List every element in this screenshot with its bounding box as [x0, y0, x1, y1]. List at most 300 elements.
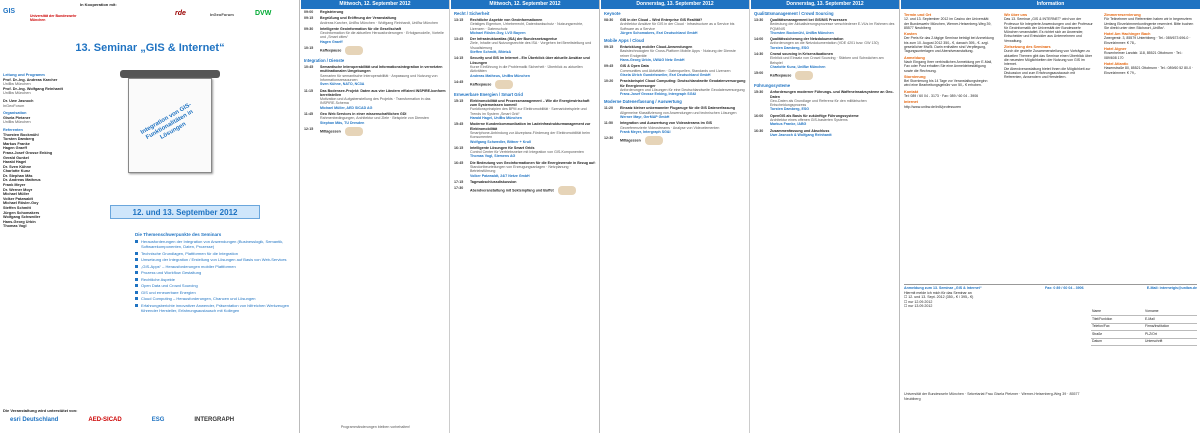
program-content — [620, 45, 746, 62]
program-speaker: Uwe Jasnoch & Wolfgang Reinhardt — [770, 132, 832, 137]
info-text: Zwergerstr. 3, 85579 Unterbiberg · Tel.: 089/673 696-0 · Einzelzimmer: € 78,- — [1104, 36, 1191, 45]
program-title: Integration und Auswertung von Videostreams im GIS — [620, 121, 713, 126]
program-speaker: Gisela Ulrich Gundelsweiler, Esri Deutschland GmbH — [620, 72, 711, 77]
program-time: 17:30 — [454, 186, 464, 191]
program-content — [470, 56, 596, 77]
form-field[interactable]: PLZ/Ort — [1144, 331, 1197, 339]
program-item — [301, 26, 449, 45]
program-title: Tagesabschlussdiskussion — [470, 179, 517, 184]
program-content — [620, 121, 746, 134]
program-description: Geistiges Eigentum, Urheberrecht, Datenbankschutz · Nutzungsrechte, Lizenzen · Datenschutz — [470, 22, 584, 31]
section-title: Qualitätsmanagement / Crowd Sourcing — [754, 11, 834, 16]
projection-screen — [120, 70, 220, 180]
program-day1-afternoon — [451, 0, 600, 433]
program-description: Anforderungen an die Netzdokumentation (VDE 4201 bzw. GW 130) — [770, 41, 879, 46]
program-speaker: Charlotte Kunz, UniBw München — [770, 64, 826, 69]
referent-name: Wolfgang Schwedler — [3, 215, 41, 220]
program-title: Begrüßung und Eröffnung der Veranstaltung — [320, 16, 397, 21]
program-title: Abendveranstaltung mit Sektempfang und Buffet — [470, 186, 596, 195]
esri-logo: esri Deutschland — [10, 417, 59, 423]
info-text: 12. und 13. September 2012 im Casino der Universität der Bundeswehr München, Werner-Heisenberg-Weg 39, 85577 Neubiberg — [904, 17, 992, 30]
section-title: Keynote — [604, 11, 621, 16]
program-item — [751, 89, 899, 112]
checkbox-icon[interactable]: ☐ — [904, 299, 909, 304]
program-title: Der Infrastrukturatlas (ISA) der Bundesnetzagentur — [470, 37, 558, 42]
program-speaker: Michael Rösler-Goy, LVG Bayern — [470, 30, 526, 35]
info-heading: Zimmerreservierung — [1104, 13, 1141, 17]
form-field[interactable]: Unterschrift — [1144, 338, 1197, 346]
theme-item: Technische Grundlagen, Plattformen für die Integration — [135, 251, 295, 256]
referent-name: Dr. Stephan Mäs — [3, 173, 33, 178]
program-speaker: Thorsten Bockmühl, UniBw München — [770, 30, 834, 35]
form-row — [1091, 308, 1197, 316]
info-text: Das 13. Seminar „GIS & INTERNET“ wird von der Professur für Integrierte Anwendungen und der Professur für Geoinformatik der Universität der Bundeswehr München veranstaltet. Es richtet sich an Anwender, Entscheider und Entwickler aus Unternehmen und Verwaltung. — [1004, 17, 1093, 43]
program-description: Motivation und Aufgabenstellung des Projekts · Transformation in das INSPIRE-Schema — [320, 97, 431, 106]
program-description: Funktionsprinzipien des BPM zur Elektromobilität · Szenariobeispiele und Trends im System „Smart Grid“ — [470, 107, 587, 116]
program-description: Communities und Aktivitäten · Datenquellen, Standards und Lizenzen — [620, 68, 731, 73]
program-item — [451, 79, 599, 90]
program-item — [301, 126, 449, 137]
program-time: 08:30 — [604, 18, 614, 22]
person-affiliation: UniBw München — [3, 91, 31, 96]
program-title: Mittagessen — [620, 136, 746, 145]
info-heading: Anmeldung — [904, 55, 925, 60]
referent-name: Michael Müller — [3, 192, 30, 197]
form-row — [1091, 331, 1197, 339]
program-title: Kaffeepause — [470, 80, 596, 89]
program-item — [751, 70, 899, 81]
theme-item: Prozess und Workflow Gestaltung — [135, 270, 295, 275]
info-heading: Hotel Aigner — [1104, 47, 1127, 52]
program-content — [620, 18, 746, 35]
program-description: Kurze Einführung in die Problematik Sicherheit · Überblick zu aktuellen Aktivitäten — [470, 64, 583, 74]
program-speaker: Sven Kühne, NATO, NC3A — [320, 82, 365, 87]
program-content — [620, 136, 746, 145]
referent-name: Thorsten Bockmühl — [3, 132, 39, 137]
partner-logos — [0, 0, 299, 26]
program-item — [451, 36, 599, 55]
program-item — [751, 36, 899, 51]
program-content — [770, 37, 896, 50]
program-list — [601, 11, 749, 146]
program-item — [601, 105, 749, 120]
food-icon — [345, 46, 363, 55]
form-footer: Universität der Bundeswehr München · Sekretariat Frau Gisela Pietzner · Werner-Heisenberg-Weg 39 · 85577 Neubiberg — [904, 392, 1080, 401]
info-text: Bei Stornierung bis 14 Tage vor Veranstaltungsbeginn wird eine Bearbeitungsgebühr von 50,- € erhoben. — [904, 79, 988, 88]
program-time: 16:30 — [754, 128, 764, 133]
program-time: 09:15 — [304, 16, 314, 21]
section-title: Erneuerbare Energien / Smart Grid — [454, 91, 523, 97]
themes-section — [135, 232, 295, 314]
form-fax: Fax: 0 89 / 60 04 - 3906 — [1045, 286, 1084, 290]
sponsor-label: Die Veranstaltung wird unterstützt von: — [3, 408, 78, 413]
theme-item: Herausforderungen der Integration von Anwendungen (Businesslogik, Semantik, Softwarekomponenten, Daten, Prozesse) — [135, 239, 295, 249]
program-title: Rechtliche Aspekte von Geoinformationen — [470, 18, 543, 22]
program-content — [470, 18, 596, 35]
program-title: Crowd sourcing in Krisensituationen — [770, 52, 833, 57]
program-speaker: Torsten Damberg, ESG — [770, 107, 810, 112]
info-heading: Kosten — [904, 32, 917, 37]
referent-name: Franz-Josef Grosse Enking — [3, 150, 53, 155]
screen-text: Integration von GIS-Funktionalitäten in Lösungen — [139, 102, 195, 142]
program-content — [620, 64, 746, 77]
program-time: 10:20 — [604, 79, 614, 84]
section-title: Mobile Apps / Cloud — [604, 38, 645, 44]
organisation-label: Organisation — [3, 111, 27, 116]
person-name: Prof. Dr.-Ing. Andreas Karcher — [3, 77, 58, 82]
program-description: Architektur Ansätze für GIS in der Cloud · Infrastructure as a Service bis Software as a Service — [620, 22, 735, 31]
form-field[interactable]: Titel/Funktion — [1091, 316, 1144, 324]
program-description: Rahmenbedingungen, Architektur und Ziele · Beispiele von Diensten — [320, 116, 429, 121]
info-text: Für Teilnehmer und Referenten haben wir in begrenztem Umfang Einzelzimmerkontingente reserviert. Bitte buchen Sie direkt unter dem Stichwort „UniBw“. — [1104, 17, 1194, 30]
referent-name: Markus Franke — [3, 141, 30, 146]
form-field[interactable]: Datum — [1091, 338, 1144, 346]
referent-name: Steffen Schmitt — [3, 206, 31, 211]
info-column-1 — [901, 9, 997, 111]
referenten-list — [3, 133, 63, 229]
section-title: Recht / Sicherheit — [454, 11, 490, 16]
referent-name: Dr. Andreas Matheus — [3, 178, 41, 183]
program-item — [451, 145, 599, 160]
referent-name: Gerald Gunkel — [3, 155, 29, 160]
referenten-label: Referenten — [3, 127, 23, 132]
program-time: 14:30 — [754, 52, 764, 57]
gis-logo: GIS — [3, 8, 16, 15]
program-item — [751, 17, 899, 36]
program-content — [620, 106, 746, 119]
program-description: Andreas Karcher, UniBw München · Wolfgang Reinhardt, UniBw München — [320, 20, 438, 25]
program-content — [320, 27, 446, 44]
program-day2-morning — [601, 0, 750, 433]
program-content — [470, 37, 596, 54]
program-item — [301, 111, 449, 126]
program-time: 12:15 — [304, 126, 314, 131]
info-column-2 — [1001, 9, 1097, 81]
program-description: Szenarien für semantische Interoperabilität · Anpassung und Nutzung von Informationsressourcen — [320, 73, 438, 82]
program-list — [451, 11, 599, 196]
program-time: 11:45 — [304, 112, 313, 117]
program-title: Anforderungen moderner Führungs- und Waffeneinsatzsysteme an Geo-Daten — [770, 90, 894, 99]
program-speaker: Michael Müller, AED SICAD AG — [320, 105, 373, 110]
program-list — [751, 11, 899, 138]
referent-name: Volker Patzwaldt — [3, 196, 33, 201]
theme-item: Open Data und Crowd Sourcing — [135, 283, 295, 288]
food-icon — [795, 71, 813, 80]
program-day1-morning — [301, 0, 450, 433]
theme-item: „GIS-Apps“ – Herausforderungen mobiler Plattformen — [135, 264, 295, 269]
program-speaker: Markus Franke, IABG — [770, 122, 807, 127]
program-description: Anforderungen und Lösungen für eine Deutschlandweite Geodatenversorgung — [620, 87, 745, 92]
program-title: Qualitätssicherung der Netzdokumentation — [770, 37, 844, 42]
program-title: GIS in der Cloud – Wird Enterprise GIS Realität? — [620, 18, 703, 22]
program-title: Entwicklung mobiler Cloud-Anwendungen — [620, 45, 693, 50]
program-item — [301, 45, 449, 56]
day-header: Mittwoch, 12. September 2012 — [301, 0, 449, 9]
program-content — [470, 80, 596, 89]
form-row — [1091, 323, 1197, 331]
program-description: Georeferenzierte Videostreams · Analyse von Videoelementen — [620, 125, 720, 130]
form-field[interactable]: E-Mail — [1144, 316, 1197, 324]
info-heading: Hotel Atlantic — [1104, 61, 1129, 66]
info-heading: Hotel Am Hachinger Bach — [1104, 32, 1151, 37]
program-content — [770, 129, 896, 138]
form-email[interactable]: E-Mail: internetgis@unibw.de — [1146, 286, 1197, 290]
program-title: Kaffeepause — [770, 71, 896, 80]
program-speaker: Stephan Mäs, TU Dresden — [320, 120, 365, 125]
program-content — [320, 112, 446, 125]
program-content — [470, 99, 596, 120]
program-content — [470, 122, 596, 143]
program-time: 13:45 — [454, 37, 464, 42]
program-content — [470, 180, 596, 184]
person-affiliation: UniBw München — [3, 120, 31, 125]
unibw-logo: Universität der Bundeswehr München — [30, 14, 77, 22]
theme-item: Umsetzung der Integration / Erstellung von Lösungen auf Basis von Web-Services — [135, 257, 295, 262]
info-heading: Kontakt — [904, 89, 919, 94]
program-speaker: Torsten Damberg, ESG — [770, 45, 810, 50]
program-title: Einsatz kleiner unbemannter Flugzeuge für die GIS Datenerfassung — [620, 106, 736, 111]
theme-item: Erfahrungsberichte innovativer Anwender, Präsentation von hilfreichen Werkzeugen führender Hersteller, Erfahrungsaustausch mit Kollegen — [135, 303, 295, 313]
referent-name: Hagen Graeff — [3, 146, 27, 151]
program-content — [320, 127, 446, 136]
program-item — [601, 44, 749, 63]
referent-name: Jürgen Schomakers — [3, 210, 40, 215]
info-heading: Termin und Ort — [904, 13, 932, 17]
program-title: Intelligente Lösungen für Smart Grids — [470, 145, 535, 150]
section-title: Integration / Dienste — [304, 58, 345, 64]
form-title: Anmeldung zum 13. Seminar „GIS & Internet“ — [904, 286, 982, 290]
program-content — [470, 146, 596, 159]
program-content — [470, 186, 596, 195]
info-header: Information — [901, 0, 1200, 9]
seminar-dates: 12. und 13. September 2012 — [110, 205, 260, 219]
program-title: Praxisbeispiel Cloud Computing: Deutschlandweite Geodatenversorgung für Energieversorger — [620, 79, 746, 88]
program-description: Bedeutung der Aktualisierungsprozesse verschiedener E-VUs im Rahmen des PQM/NIS — [770, 22, 895, 31]
info-text: Die Abendveranstaltung bietet Ihnen die Möglichkeit zur Diskussion und zum Erfahrungsaustausch mit Referenten, Anwendern und Herstellern. — [1004, 66, 1091, 80]
info-text: Rosenheimer Landstr. 118, 85521 Ottobrunn · Tel.: 089/608 170 — [1104, 51, 1183, 60]
program-speaker: Wolfgang Schwedler, Bittner + Krull — [470, 139, 531, 144]
program-title: Geo Web Services in einer wissenschaftlichen GDI — [320, 112, 407, 117]
program-item — [601, 78, 749, 97]
referent-name: Dr. Sven Kühne — [3, 164, 32, 169]
food-icon — [645, 136, 663, 145]
info-text: Tel: 089 / 60 04 - 3173 · Fax: 089 / 60 04 - 3906 — [904, 94, 979, 99]
program-speaker: Harald Hagel, UniBw München — [470, 116, 522, 121]
program-time: 15:45 — [454, 122, 464, 127]
sponsor-logos — [10, 417, 234, 423]
program-description: Architektur eines offenen GIS-basierten Systems — [770, 118, 848, 123]
form-fields-table — [1091, 308, 1197, 346]
program-speaker: Thomas Vogl, Siemens AG — [470, 154, 516, 159]
program-title: Registrierung — [320, 10, 344, 14]
program-item — [301, 88, 449, 111]
program-description: Ziele, Inhalte und Nutzungsrechte des ISA · Vorgehen bei Bereitstellung und Visualisierung — [470, 41, 592, 50]
program-item — [601, 63, 749, 78]
program-title: OpenGIS als Basis für zukünftige Führungssysteme — [770, 113, 859, 118]
program-title: Die Bedeutung von Geoinformationen für die Energiewende in Bezug auf: — [470, 160, 596, 165]
referent-name: Charlotte Kunz — [3, 169, 30, 174]
program-item — [751, 113, 899, 128]
referent-name: Harald Hagel — [3, 160, 27, 165]
program-item — [601, 120, 749, 135]
info-heading: Zielsetzung des Seminars — [1004, 45, 1051, 50]
rde-logo: rde — [175, 10, 186, 17]
program-item — [451, 160, 599, 179]
intergraph-logo: INTERGRAPH — [194, 417, 235, 423]
form-option-label: nur 13.09.2012 — [908, 304, 933, 309]
program-content — [470, 161, 596, 178]
program-title: GIS & Open Data — [620, 64, 649, 69]
program-title: Security und GIS im Internet - Ein Überblick über aktuelle Ansätze und Lösungen — [470, 56, 590, 65]
theme-item: GIS und erneuerbare Energien — [135, 290, 295, 295]
info-column-3 — [1101, 9, 1197, 77]
referent-name: Dr. Werner Moyr — [3, 187, 33, 192]
program-item — [751, 128, 899, 139]
program-item — [751, 51, 899, 70]
day-header: Mittwoch, 12. September 2012 — [451, 0, 599, 9]
program-time: 09:00 — [304, 10, 314, 14]
program-time: 14:45 — [454, 79, 464, 84]
program-content — [620, 79, 746, 96]
person-name: Prof. Dr.-Ing. Wolfgang Reinhardt — [3, 86, 63, 91]
section-title: Moderne Datenerfassung / Auswertung — [604, 99, 682, 105]
referent-name: Frank Meyer — [3, 183, 26, 188]
ingeoforum-logo: InGeoForum — [210, 12, 234, 17]
form-row — [1091, 338, 1197, 346]
form-field[interactable]: Firma/Institution — [1144, 323, 1197, 331]
program-time: 09:45 — [604, 64, 614, 69]
info-text: Der Preis für das 2-tägige Seminar beträgt bei Anmeldung bis zum 10. August 2012 350,- €, danach 395,- €. zzgl. gesetzlicher MwSt. Darin enthalten sind Verpflegung, Tagungsunterlagen und Abendveranstaltung. — [904, 36, 994, 54]
program-content — [320, 65, 446, 86]
program-speaker: Frank Meyer, Intergraph SG&I — [620, 129, 671, 134]
program-time: 09:30 — [304, 26, 314, 31]
program-item — [451, 55, 599, 78]
program-item — [451, 17, 599, 36]
program-time: 11:20 — [604, 106, 613, 111]
program-speaker: Volker Patzwaldt, 24/7 Netze GmbH — [470, 173, 530, 178]
program-title: Das Bodensee-Projekt: Daten aus vier Ländern effizient INSPIRE-konform bereitstellen — [320, 88, 446, 97]
seminar-title: 13. Seminar „GIS & Internet“ — [75, 42, 225, 54]
themes-list — [135, 239, 295, 313]
program-time: 09:15 — [604, 45, 614, 50]
day-header: Donnerstag, 13. September 2012 — [601, 0, 749, 9]
checkbox-icon[interactable]: ☐ — [904, 295, 909, 300]
program-speaker: Werner Mayr, GerMAP GmbH — [620, 115, 670, 120]
program-title: Qualitätsmanagement bei GIS/NIS Prozessen — [770, 18, 847, 22]
referent-name: Michael Rösler-Goy — [3, 201, 39, 206]
form-field[interactable]: Telefon/Fax — [1091, 323, 1144, 331]
program-item — [301, 15, 449, 26]
form-field[interactable]: Straße — [1091, 331, 1144, 339]
program-description: Basistechnologien für Cross-Platform Mobile Apps · Nutzung der Dienste reiner Endgeräte — [620, 49, 736, 58]
screen-bar — [120, 70, 220, 78]
program-content — [770, 52, 896, 69]
food-icon — [345, 127, 363, 136]
person-affiliation: UniBw München — [3, 82, 31, 87]
program-time: 17:15 — [454, 179, 464, 184]
program-time: 11:50 — [604, 121, 613, 126]
referent-name: Thomas Vogl — [3, 224, 27, 229]
program-time: 15:30 — [754, 90, 764, 95]
info-heading: Wir über uns — [1004, 13, 1028, 17]
program-title: Moderne Kundenkommunikation im Ladeinfrastrukturmanagement zur Elektromobilität — [470, 122, 591, 131]
themes-title: Die Themenschwerpunkte des Seminars — [135, 232, 222, 237]
aed-sicad-logo: AED-SICAD — [88, 417, 122, 423]
program-content — [320, 46, 446, 55]
form-row — [1091, 316, 1197, 324]
program-title: Mittagessen — [320, 127, 446, 136]
program-item — [301, 64, 449, 87]
program-speaker: Steffen Schmitt, BNetzA — [470, 50, 512, 55]
info-heading: Stornierung — [904, 74, 926, 79]
program-speaker: Andreas Matheus, UniBw München — [470, 73, 530, 78]
program-time: 12:30 — [604, 136, 614, 141]
program-time: 10:15 — [304, 46, 314, 51]
program-day2-afternoon — [751, 0, 900, 433]
info-text: Durch die gezielte Zusammenstellung von Vorträgen zu aktuellen Themen gibt das Seminar einen Überblick über die neuesten Möglichkeiten der Nutzung von GIS im Internet. — [1004, 49, 1093, 67]
leitung-label: Leitung und Programm — [3, 73, 45, 77]
form-option-label: nur 12.09.2012 — [908, 299, 933, 304]
form-option-label: 12. und 13. Sept. 2012 (350,- € / 395,- €) — [908, 295, 974, 300]
form-field[interactable]: Vorname — [1144, 308, 1197, 316]
cover-panel — [0, 0, 300, 433]
program-content — [770, 90, 896, 111]
program-item — [451, 121, 599, 144]
program-note: Programmänderungen bleiben vorbehalten! — [340, 425, 411, 429]
program-time: 10:45 — [304, 65, 314, 70]
program-list — [301, 9, 449, 137]
person-affiliation: InGeoForum — [3, 103, 25, 108]
theme-item: Rechtliche Aspekte — [135, 277, 295, 282]
program-item — [601, 135, 749, 146]
day-header: Donnerstag, 13. September 2012 — [751, 0, 899, 9]
program-description: Allgemeine Klassifizierung von Anwendungen und technischen Lösungen — [620, 110, 737, 115]
program-item — [451, 98, 599, 121]
program-time: 15:00 — [754, 71, 764, 76]
food-icon — [495, 80, 513, 89]
info-text: http://www.unibw.de/inf4/professuren — [904, 104, 962, 109]
program-time: 16:15 — [454, 145, 464, 150]
program-description: Geo-Daten als Grundlage und Referenz für den militärischen Entscheidungsprozess — [770, 98, 867, 108]
form-field[interactable]: Name — [1091, 308, 1144, 316]
info-text: Nach Eingang Ihrer verbindlichen Anmeldung per E-Mail, Fax oder Post erhalten Sie eine Anmeldebestätigung sowie die Rechnung. — [904, 59, 993, 73]
form-header — [904, 284, 1197, 291]
dvw-logo: DVW — [255, 10, 272, 17]
esg-logo: ESG — [151, 417, 165, 423]
food-icon — [558, 186, 576, 195]
referent-name: Torsten Damberg — [3, 137, 35, 142]
program-content — [320, 16, 446, 25]
program-time: 11:15 — [304, 88, 313, 93]
program-description: Standortbeurteilungen von Erzeugungsanlagen · Netzplanung · Betriebsführung — [470, 165, 571, 174]
program-title: Kaffeepause — [320, 46, 446, 55]
program-title: Intelligente Geoinformation für die Gesellschaft — [320, 26, 402, 31]
info-text: Hasenstraße 80, 85521 Ottobrunn · Tel.: 089/60 52 80-0 · Einzelzimmer: € 79,- — [1104, 66, 1194, 75]
program-description: Einblick und Einsatz von Crowd Sourcing · Stärken und Schwächen am Beispiel — [770, 56, 884, 65]
program-item — [601, 17, 749, 36]
checkbox-icon[interactable]: ☐ — [904, 304, 909, 309]
program-speaker: Hagen Graeff — [320, 39, 343, 44]
program-speaker: Franz-Josef Grosse Enking, Intergraph SG&I — [620, 92, 697, 97]
program-title: Elektromobilität und Prozessmanagement – Wie die Energiewirtschaft zum Systemwissen kommt! — [470, 98, 590, 108]
form-text: Hiermit melde ich mich für das Seminar an — [904, 290, 972, 295]
program-speaker: Hans-Georg Urbin, UWAG Netz GmbH — [620, 58, 685, 63]
program-content — [320, 89, 446, 110]
program-content — [770, 18, 896, 35]
program-content — [320, 10, 446, 14]
kooperation-label: In Kooperation mit: — [80, 2, 117, 7]
program-time: 14:00 — [754, 37, 764, 42]
